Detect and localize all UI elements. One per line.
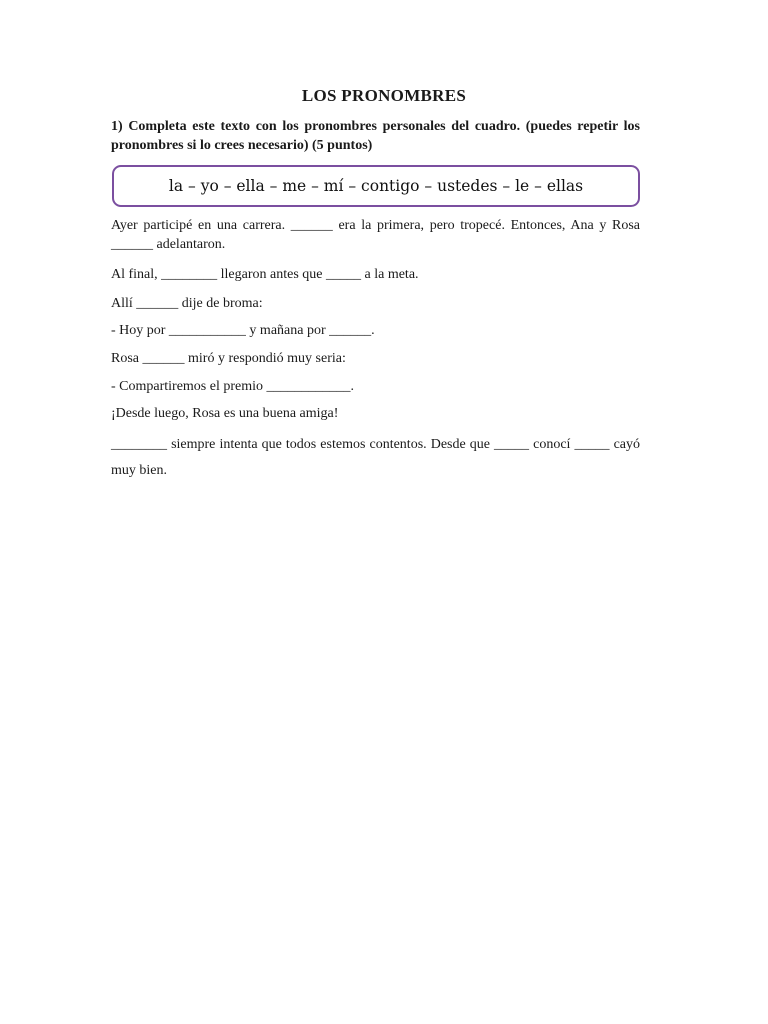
word-bank-text: la – yo – ella – me – mí – contigo – ustedes – le – ellas [168, 177, 584, 195]
paragraph-3: Allí ______ dije de broma: [111, 296, 263, 311]
page-title: LOS PRONOMBRES [301, 86, 467, 105]
paragraph-1: Ayer participé en una carrera. ______ era la primera, pero tropecé. Entonces, Ana y Rosa ______ adelantaron. [111, 218, 640, 252]
paragraph-2: Al final, ________ llegaron antes que _____ a la meta. [111, 267, 419, 282]
exercise-instruction: 1) Completa este texto con los pronombres personales del cuadro. (puedes repetir los pronombres si lo crees necesario) (5 puntos) [111, 119, 640, 153]
paragraph-5: Rosa ______ miró y respondió muy seria: [111, 351, 346, 366]
word-bank-box [112, 165, 640, 207]
paragraph-8: ________ siempre intenta que todos estemos contentos. Desde que _____ conocí _____ cayó muy bien. [111, 437, 640, 478]
paragraph-4: - Hoy por ___________ y mañana por ______. [111, 323, 375, 338]
paragraph-7: ¡Desde luego, Rosa es una buena amiga! [111, 406, 339, 421]
paragraph-6: - Compartiremos el premio ____________. [111, 379, 355, 394]
